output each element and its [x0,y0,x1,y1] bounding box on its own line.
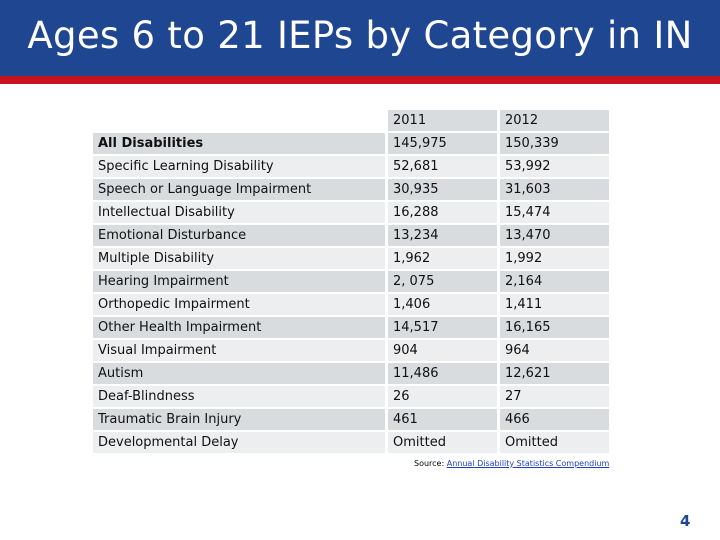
category-label-cell: Deaf-Blindness [93,386,385,407]
source-note [414,459,609,468]
table-row [93,248,609,269]
table-row [93,156,609,177]
value-2012-cell: 31,603 [500,179,609,200]
category-label-cell: Other Health Impairment [93,317,385,338]
table-row [93,294,609,315]
value-2012-cell: 13,470 [500,225,609,246]
source-link[interactable]: Annual Disability Statistics Compendium [446,459,610,468]
source-prefix: Source: [414,459,447,468]
value-2012-cell: 12,621 [500,363,609,384]
category-label-cell: Traumatic Brain Injury [93,409,385,430]
table-row [93,225,609,246]
value-2012-cell: 964 [500,340,609,361]
category-label-cell: Speech or Language Impairment [93,179,385,200]
table-body [93,110,609,453]
category-label-cell: All Disabilities [93,133,385,154]
table-row [93,386,609,407]
value-2012-cell: 150,339 [500,133,609,154]
value-2012-cell: 2,164 [500,271,609,292]
title-accent-stripe [0,0,720,84]
table-row [93,363,609,384]
value-2012-cell: 1,992 [500,248,609,269]
value-2011-cell: Omitted [388,432,497,453]
page-number: 4 [680,512,691,530]
value-2011-cell: 52,681 [388,156,497,177]
category-label-cell: Emotional Disturbance [93,225,385,246]
value-2012-cell: Omitted [500,432,609,453]
value-2011-cell: 145,975 [388,133,497,154]
header-year-2011: 2011 [388,110,497,131]
category-label-cell: Autism [93,363,385,384]
value-2011-cell: 11,486 [388,363,497,384]
category-label-cell: Intellectual Disability [93,202,385,223]
table-row [93,202,609,223]
category-label-cell: Hearing Impairment [93,271,385,292]
value-2012-cell: 27 [500,386,609,407]
table-row [93,340,609,361]
category-label-cell: Specific Learning Disability [93,156,385,177]
value-2011-cell: 26 [388,386,497,407]
table-row [93,179,609,200]
value-2011-cell: 904 [388,340,497,361]
title-bar [0,0,720,76]
value-2011-cell: 1,406 [388,294,497,315]
value-2012-cell: 1,411 [500,294,609,315]
value-2011-cell: 1,962 [388,248,497,269]
category-label-cell: Orthopedic Impairment [93,294,385,315]
table-row [93,432,609,453]
category-label-cell: Multiple Disability [93,248,385,269]
header-label-cell [93,110,385,131]
header-year-2012: 2012 [500,110,609,131]
table-row [93,409,609,430]
value-2012-cell: 53,992 [500,156,609,177]
table-row [93,317,609,338]
value-2012-cell: 466 [500,409,609,430]
slide-title: Ages 6 to 21 IEPs by Category in IN [27,13,693,57]
value-2012-cell: 16,165 [500,317,609,338]
table-row [93,271,609,292]
value-2011-cell: 30,935 [388,179,497,200]
value-2011-cell: 16,288 [388,202,497,223]
category-label-cell: Visual Impairment [93,340,385,361]
value-2011-cell: 461 [388,409,497,430]
value-2012-cell: 15,474 [500,202,609,223]
table-header-row [93,110,609,131]
value-2011-cell: 13,234 [388,225,497,246]
table-row [93,133,609,154]
category-label-cell: Developmental Delay [93,432,385,453]
iep-category-table [93,108,609,455]
value-2011-cell: 2, 075 [388,271,497,292]
value-2011-cell: 14,517 [388,317,497,338]
